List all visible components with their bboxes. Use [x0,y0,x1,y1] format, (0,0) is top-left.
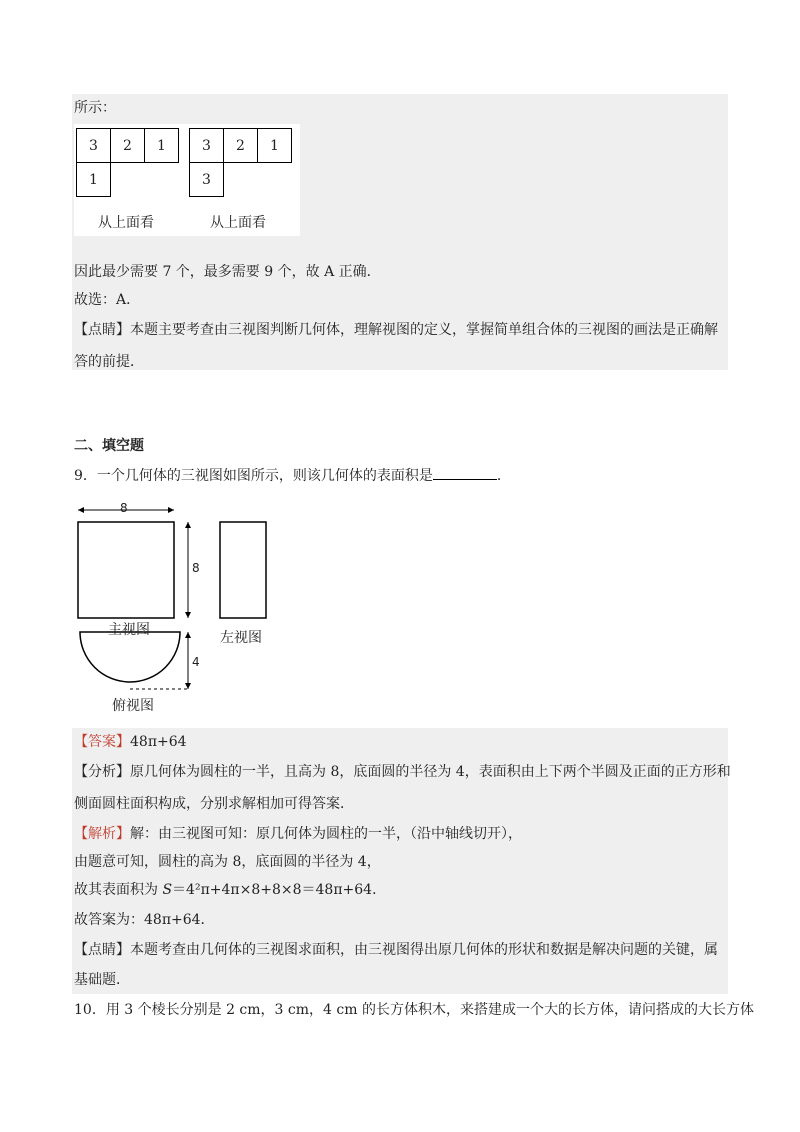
conclusion-text: 因此最少需要 7 个，最多需要 9 个，故 A 正确． [74,264,381,280]
grid-left-cell: 1 [76,162,111,197]
grid-right-cell: 3 [189,162,224,197]
intro-text: 所示： [74,100,116,116]
grid-left-cell: 3 [76,128,111,163]
comment-line-2: 答的前提． [74,354,144,370]
width-label: 8 [120,501,128,515]
top-view-caption: 俯视图 [112,698,154,714]
q9-stem-text: 9．一个几何体的三视图如图所示，则该几何体的表面积是 [74,468,433,484]
analysis-tag: 【分析】 [74,764,130,780]
comment-text: 本题主要考查由三视图判断几何体，理解视图的定义，掌握简单组合体的三视图的画法是正确解 [130,322,718,338]
grid-left-cell: 1 [144,128,179,163]
answer-blank [433,465,497,480]
q9-comment-text: 本题考查由几何体的三视图求面积，由三视图得出原几何体的形状和数据是解决问题的关键，属 [130,942,718,958]
answer-line [74,732,187,752]
grid-right-cell: 1 [257,128,292,163]
grid-right-caption: 从上面看 [210,215,266,231]
answer-value: 48π+64 [130,734,187,750]
solution-line-4: 故答案为：48π+64． [74,912,215,928]
solution-line-1 [74,824,522,844]
q9-comment-line-1 [74,940,718,960]
grid-right-cell: 2 [223,128,258,163]
front-view-caption: 主视图 [108,622,150,638]
answer-tag: 【答案】 [74,734,130,750]
q10-stem: 10．用 3 个棱长分别是 2 cm，3 cm，4 cm 的长方体积木，来搭建成一个大的长方体，请问搭成的大长方体 [74,1002,754,1018]
q9-stem [74,465,511,486]
comment-line-1 [74,320,718,340]
q9-stem-end: ． [496,468,511,484]
grid-left-caption: 从上面看 [98,215,154,231]
solution-line-2: 由题意可知，圆柱的高为 8，底面圆的半径为 4， [74,854,381,870]
solution-line-3 [74,880,386,900]
solution-formula-var: S [162,882,173,898]
comment-tag: 【点睛】 [74,322,130,338]
grid-right-cell: 3 [189,128,224,163]
analysis-text: 原几何体为圆柱的一半，且高为 8，底面圆的半径为 4，表面积由上下两个半圆及正面的正方形和 [130,764,731,780]
analysis-line-1 [74,762,731,782]
solution-formula-body: ＝4²π+4π×8+8×8＝48π+64． [172,882,387,898]
solution-text: 解：由三视图可知：原几何体为圆柱的一半，（沿中轴线切开）， [130,826,522,842]
analysis-line-2: 侧面圆柱面积构成，分别求解相加可得答案． [74,796,354,812]
height-label: 8 [192,561,200,575]
three-view-diagram [70,496,270,716]
q9-comment-line-2: 基础题． [74,972,130,988]
solution-formula-prefix: 故其表面积为 [74,882,163,898]
choice-text: 故选：A． [74,292,141,308]
radius-label: 4 [192,655,200,669]
grid-left-cell: 2 [110,128,145,163]
left-view-caption: 左视图 [220,630,262,646]
section-heading: 二、填空题 [74,438,144,454]
q9-comment-tag: 【点睛】 [74,942,130,958]
solution-tag: 【解析】 [74,826,130,842]
